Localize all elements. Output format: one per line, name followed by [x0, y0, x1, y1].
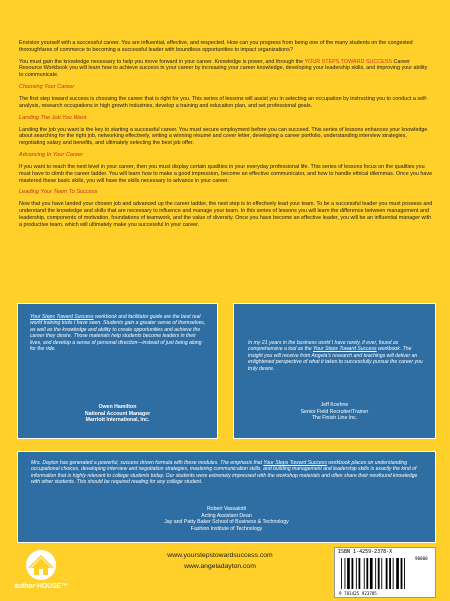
- testimonial-right-role: Senior Field Recruiter/Trainer: [300, 408, 369, 415]
- price-code: 90000: [415, 556, 428, 561]
- testimonial-bottom-end: workbook places on understanding occupational choices, developing interview and negotiation strategies, mastering communication skills, and building management and leadership skills is exactly the kind of information that is highly relevant to college students today. Our students were extremely impressed with the workshop materials and often share their newfound knowledge with other students. This should be required reading for any college student.: [31, 460, 418, 486]
- isbn-text: ISBN 1-4259-2378-X: [338, 549, 393, 555]
- series-name-highlight: YOUR STEPS TOWARD SUCCESS: [304, 58, 392, 65]
- testimonial-bottom-link: Your Steps Toward Success: [263, 460, 327, 466]
- testimonial-bottom-org2: Fashion Institute of Technology: [190, 525, 263, 532]
- testimonial-left-text: [30, 314, 206, 352]
- barcode-bar: [345, 558, 346, 589]
- barcode-bar: [375, 558, 376, 589]
- barcode-bar: [389, 558, 391, 589]
- testimonial-right: [233, 303, 436, 439]
- barcode-bar: [404, 558, 405, 589]
- section-body-landing: Landing the job you want is the key to starting a successful career. You must secure employment before you can succeed. This series of lessons enhances your knowledge about searching for the right job, networking effectively, writing a winning résumé and cover letter, developing a career portfolio, understanding interview strategies, negotiating salary and benefits, and ultimately selecting the best job offer.: [19, 126, 428, 147]
- barcode-bar: [364, 558, 365, 589]
- website-url-secondary[interactable]: www.angeladayton.com: [184, 563, 256, 570]
- intro-p2-start: You must gain the knowledge necessary to help you move forward in your career. Knowledge is power, and through the: [19, 58, 305, 65]
- testimonial-right-org: The Finish Line Inc.: [311, 415, 358, 421]
- barcode-bar: [401, 558, 403, 589]
- barcode-bar: [386, 558, 388, 589]
- testimonial-bottom-name: Robert Vassalotti: [206, 506, 247, 512]
- isbn-barcode: [334, 547, 436, 598]
- testimonial-left-role: National Account Manager: [84, 410, 151, 417]
- barcode-bar: [396, 558, 399, 589]
- barcode-icon: [335, 548, 435, 597]
- intro-paragraph-2: [19, 59, 433, 79]
- publisher-name: author·HOUSE™: [14, 583, 68, 590]
- website-url-primary[interactable]: www.yourstepstowardsuccess.com: [167, 552, 273, 559]
- testimonial-right-text: [248, 340, 424, 372]
- testimonial-bottom-text: [31, 460, 423, 486]
- section-body-leading: Now that you have landed your chosen job and advanced up the career ladder, the next step is to effectively lead your team. To be a successful leader you must possess and understand the knowledge and skills that are necessary to influence and manage your team. In this series of lessons you will learn the difference between management and leadership, components of motivation, foundations of teamwork, and the value of diversity. Once you have become an effective leader, you will be an influential manager with a productive team, which will ultimately make you successful in your career.: [19, 201, 433, 228]
- testimonial-right-attribution: [234, 402, 435, 422]
- section-title-landing: Landing The Job You Want: [19, 114, 87, 121]
- testimonial-left-name: Owen Hamilton: [98, 404, 137, 410]
- barcode-bar: [347, 558, 350, 589]
- testimonial-bottom-attribution: [18, 506, 435, 532]
- intro-paragraph-1: Envision yourself with a successful career. You are influential, effective, and respected. How can you progress from being one of the many students on the congested thoroughfares of commerce to becoming a successful leader with boundless opportunities to impact organizations?: [19, 40, 413, 53]
- testimonial-left-link: Your Steps Toward Success: [30, 314, 94, 320]
- testimonial-right-name: Jeff Koehne: [320, 402, 349, 408]
- testimonial-bottom-org1: Jay and Patty Baker School of Business & Technology: [164, 519, 289, 525]
- section-title-leading: Leading Your Team To Success: [19, 189, 98, 196]
- intro-p2-end: Career Resource Workbook you will learn how to achieve success in your career by increasing your career knowledge, developing your leadership skills, and improving your ability to communicate.: [19, 58, 428, 79]
- testimonial-bottom: [17, 451, 436, 543]
- barcode-number: 9 781425 923785: [339, 591, 377, 596]
- barcode-bar: [378, 558, 380, 589]
- section-body-choosing: The first step toward success is choosing the career that is right for you. This series of lessons will assist you in selecting an occupation by instructing you to conduct a self-analysis, research occupations in high growth industries, develop a training and education plan, and set professional goals.: [19, 95, 428, 109]
- barcode-bar: [370, 558, 373, 589]
- testimonial-left: [17, 303, 218, 439]
- barcode-bar: [341, 558, 342, 589]
- barcode-bar: [393, 558, 394, 589]
- barcode-bar: [352, 558, 354, 589]
- publisher-logo: [9, 547, 73, 596]
- testimonial-right-start: In my 21 years in the business world I have rarely, if ever, found as comprehensive a tool as the: [248, 340, 399, 353]
- testimonial-right-link: Your Steps Toward Success: [313, 346, 377, 353]
- testimonial-left-body: workbook and facilitator guide are the best real world training tools I have seen. Students gain a greater sense of themselves, as well as the knowledge and ability to create opportunities and achieve the career they desire. Those materials help students become leaders in their lives, and develop a sense of personal direction—instead of just being along for the ride.: [30, 314, 206, 353]
- section-body-advancing: If you want to reach the next level in your career, then you must display certain qualities in your everyday professional life. This series of lessons focus on the qualities you must have to climb the career ladder. You will learn how to make a good impression, become an effective communicator, and how to handle ethical dilemmas. Once you have mastered these basic skills, you will have the skills necessary to advance in your career.: [19, 163, 433, 184]
- testimonial-bottom-start: Mrs. Dayton has generated a powerful, success driven formula with these modules. The emphasis that: [31, 460, 264, 466]
- section-title-choosing: Choosing Your Career: [19, 83, 75, 90]
- barcode-bar: [381, 558, 382, 589]
- section-title-advancing: Advancing In Your Career: [19, 151, 83, 158]
- testimonial-left-attribution: [18, 404, 217, 424]
- intro-text: [19, 40, 433, 234]
- barcode-bar: [359, 558, 361, 589]
- testimonial-bottom-role: Acting Assistant Dean: [201, 512, 252, 519]
- barcode-bar: [356, 558, 357, 589]
- testimonial-left-org: Marriott International, Inc.: [85, 417, 150, 423]
- testimonial-right-end: workbook. The insight you will receive from Angela's research and teachings will deliver an enlightened perspective of what it takes to successfully pursue the career you truly desire.: [248, 346, 423, 372]
- barcode-bar: [366, 558, 368, 589]
